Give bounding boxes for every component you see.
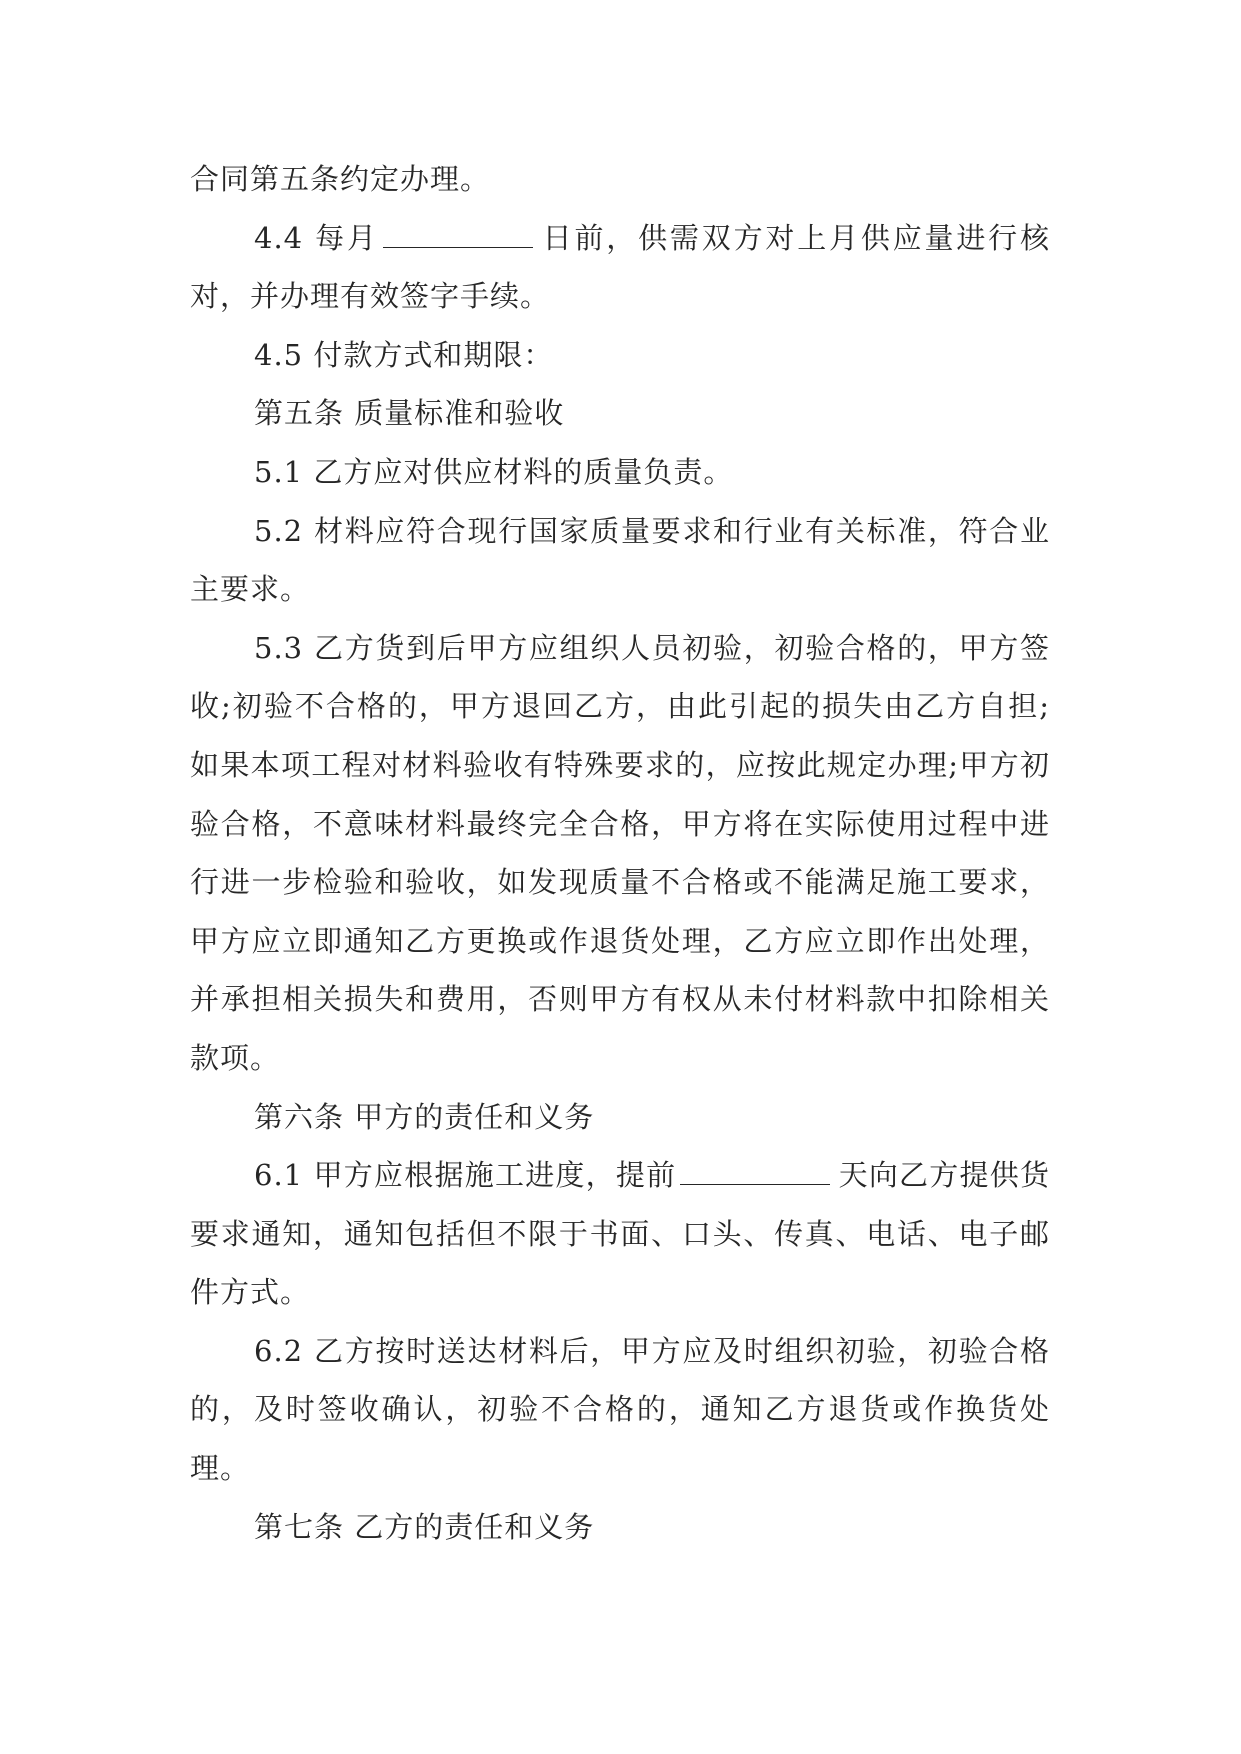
clause-5-3: 5.3 乙方货到后甲方应组织人员初验，初验合格的，甲方签收;初验不合格的，甲方退回乙方，由此引起的损失由乙方自担;如果本项工程对材料验收有特殊要求的，应按此规定办理;甲方初验合格，不意味材料最终完全合格，甲方将在实际使用过程中进行进一步检验和验收，如发现质量不合格或不能满足施工要求，甲方应立即通知乙方更换或作退货处理，乙方应立即作出处理，并承担相关损失和费用，否则甲方有权从未付材料款中扣除相关款项。 bbox=[190, 630, 1050, 1075]
clause-4-4 bbox=[190, 209, 1050, 326]
clause-4-4-prefix: 4.4 每月 bbox=[254, 220, 379, 255]
clause-4-5: 4.5 付款方式和期限： bbox=[254, 337, 554, 372]
blank-field-day[interactable] bbox=[383, 225, 533, 248]
clause-5-2: 5.2 材料应符合现行国家质量要求和行业有关标准，符合业主要求。 bbox=[190, 513, 1050, 607]
clause-4-4-suffix: 日前，供需双方对上月供应量进行核对，并办理有效签字手续。 bbox=[190, 220, 1050, 314]
clause-6-2: 6.2 乙方按时送达材料后，甲方应及时组织初验，初验合格的，及时签收确认，初验不合格的，通知乙方退货或作换货处理。 bbox=[190, 1333, 1050, 1486]
blank-field-days-ahead[interactable] bbox=[680, 1162, 830, 1185]
article-6-heading: 第六条 甲方的责任和义务 bbox=[254, 1099, 595, 1134]
clause-6-1-suffix: 天向乙方提供货要求通知，通知包括但不限于书面、口头、传真、电话、电子邮件方式。 bbox=[190, 1158, 1050, 1310]
document-body bbox=[190, 150, 1050, 1556]
clause-6-1-prefix: 6.1 甲方应根据施工进度，提前 bbox=[254, 1158, 677, 1193]
paragraph-continuation: 合同第五条约定办理。 bbox=[190, 162, 491, 196]
clause-5-1: 5.1 乙方应对供应材料的质量负责。 bbox=[254, 454, 734, 489]
article-7-heading: 第七条 乙方的责任和义务 bbox=[254, 1509, 595, 1544]
clause-6-1 bbox=[190, 1146, 1050, 1322]
article-5-heading: 第五条 质量标准和验收 bbox=[254, 396, 565, 431]
